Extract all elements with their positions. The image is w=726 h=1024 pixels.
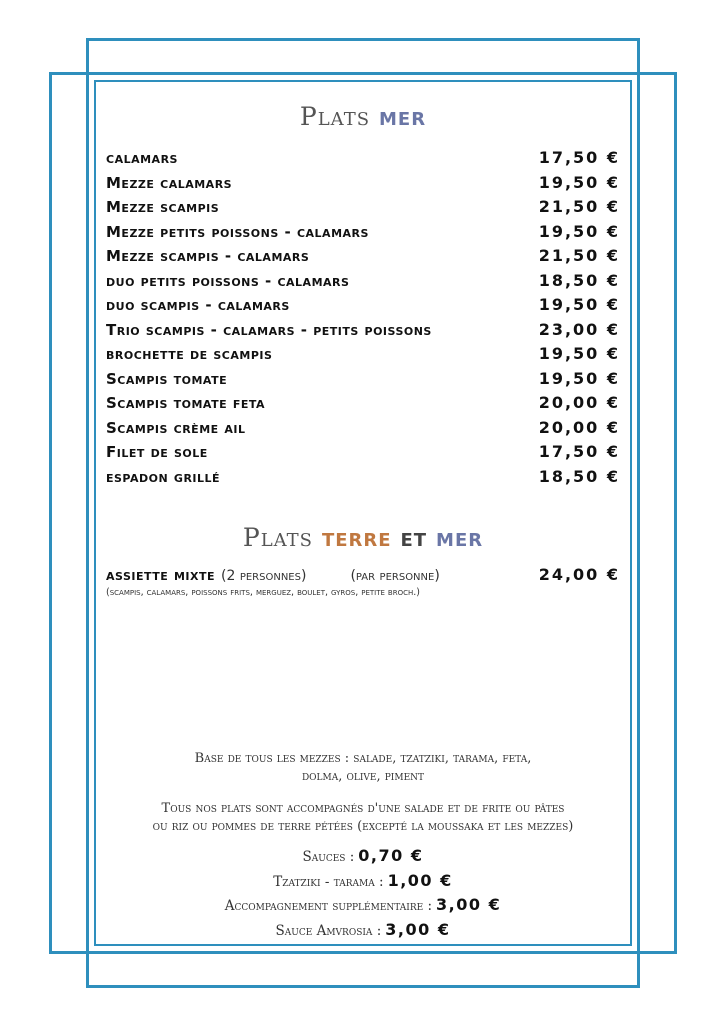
menu-item-name: duo petits poissons - calamars [106, 271, 350, 290]
menu-item-name: duo scampis - calamars [106, 296, 290, 314]
section-title-terre: terre [321, 523, 392, 552]
menu-item-name: Mezze calamars [106, 173, 233, 192]
extra-price: 3,00 € [436, 895, 502, 914]
menu-item-price: 18,50 € [538, 270, 620, 290]
menu-item-name: Mezze petits poissons - calamars [106, 222, 369, 241]
assiette-mixte-per-person: (par personne) [350, 568, 440, 584]
extra-item [0, 895, 726, 920]
menu-list [106, 148, 620, 491]
menu-item [106, 320, 620, 345]
menu-item-name: Scampis tomate [106, 369, 228, 388]
menu-item-price: 17,50 € [538, 442, 620, 461]
assiette-mixte-persons: (2 personnes) [221, 568, 307, 584]
menu-item-name: Filet de sole [106, 443, 208, 461]
plats-note [0, 800, 726, 836]
menu-item-name: Mezze scampis [106, 198, 220, 216]
extra-price: 3,00 € [385, 919, 451, 939]
menu-item-price: 21,50 € [538, 246, 620, 265]
extra-item [0, 871, 726, 896]
section-title-mer-word: mer [436, 523, 484, 552]
menu-item [106, 418, 620, 443]
assiette-mixte-item [106, 565, 620, 598]
mezzes-note [0, 750, 726, 786]
menu-item-name: Scampis tomate feta [106, 394, 266, 412]
section-title-terre-et-mer [0, 523, 726, 552]
menu-item [106, 393, 620, 418]
extra-label: Sauce Amvrosia : [275, 922, 382, 939]
extras-list [0, 846, 726, 944]
section-title-highlight: mer [379, 102, 427, 131]
extra-price: 0,70 € [358, 846, 424, 865]
extra-item [0, 846, 726, 871]
menu-item [106, 197, 620, 222]
menu-item [106, 467, 620, 492]
menu-item-name: Mezze scampis - calamars [106, 247, 310, 265]
extra-label: Accompagnement supplémentaire : [224, 898, 433, 914]
extra-item [0, 920, 726, 945]
menu-item-price: 19,50 € [538, 221, 620, 241]
menu-item [106, 246, 620, 271]
menu-item-name: Trio scampis - calamars - petits poissons [106, 320, 432, 339]
menu-item [106, 222, 620, 247]
section-title-mer [0, 102, 726, 131]
section-title-prefix: Plats [242, 523, 314, 552]
section-title-prefix: Plats [299, 102, 371, 131]
menu-item-price: 19,50 € [538, 344, 620, 363]
menu-item [106, 271, 620, 296]
mezzes-note-line1: Base de tous les mezzes : salade, tzatziki, tarama, feta, [194, 751, 532, 766]
menu-item-price: 20,00 € [538, 393, 620, 412]
extra-label: Sauces : [302, 849, 355, 865]
assiette-mixte-detail: (scampis, calamars, poissons frits, merguez, boulet, gyros, petite broch.) [106, 587, 420, 598]
section-title-et: et [400, 523, 428, 552]
menu-item-price: 20,00 € [538, 417, 620, 437]
menu-item-price: 23,00 € [538, 319, 620, 339]
menu-item-price: 21,50 € [538, 197, 620, 216]
menu-item [106, 148, 620, 173]
plats-note-line2: ou riz ou pommes de terre pétées (excepté la moussaka et les mezzes) [152, 819, 574, 834]
menu-item-price: 18,50 € [538, 466, 620, 486]
menu-item-name: calamars [106, 149, 178, 167]
extra-price: 1,00 € [387, 870, 453, 890]
menu-item [106, 369, 620, 394]
menu-item [106, 173, 620, 198]
menu-item-name: brochette de scampis [106, 345, 273, 363]
plats-note-line1: Tous nos plats sont accompagnés d'une salade et de frite ou pâtes [161, 801, 565, 816]
menu-item-name: Scampis crème ail [106, 418, 246, 437]
mezzes-note-line2: dolma, olive, piment [301, 769, 425, 784]
menu-item [106, 295, 620, 320]
menu-item-price: 19,50 € [538, 295, 620, 314]
menu-item-price: 17,50 € [538, 148, 620, 167]
menu-item-price: 19,50 € [538, 172, 620, 192]
menu-item [106, 344, 620, 369]
assiette-mixte-name: assiette mixte [106, 566, 216, 584]
menu-item-name: espadon grillé [106, 467, 221, 486]
menu-item [106, 442, 620, 467]
menu-item-price: 19,50 € [538, 368, 620, 388]
extra-label: Tzatziki - tarama : [273, 873, 384, 890]
assiette-mixte-price: 24,00 € [538, 565, 620, 584]
